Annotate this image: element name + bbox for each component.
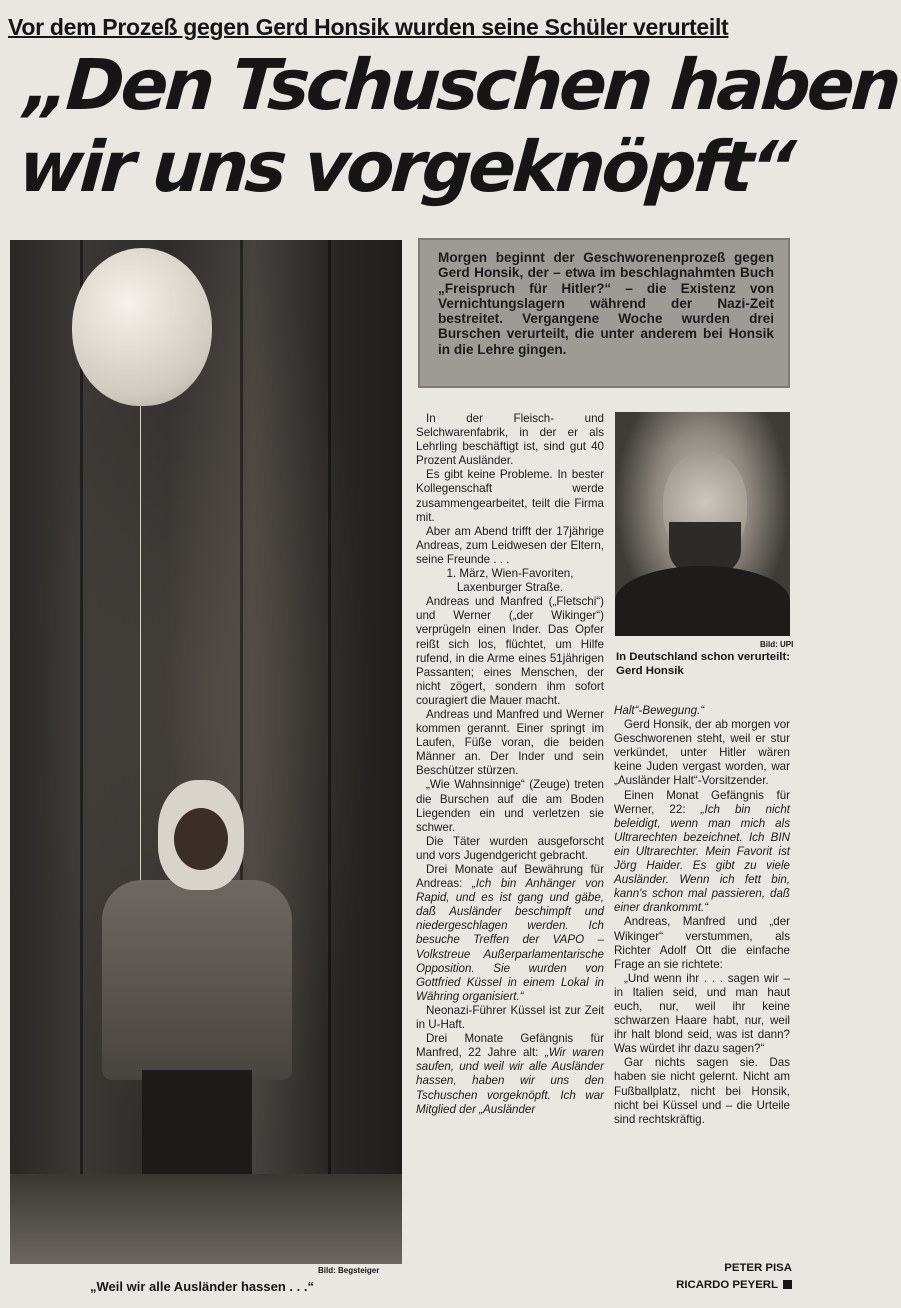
article-column-middle: [416, 412, 604, 1117]
paragraph: Andreas, Manfred und „der Wikinger“ verstummen, als Richter Adolf Ott die einfache Frage an sie richtete:: [614, 915, 790, 971]
end-mark-icon: [783, 1280, 792, 1289]
photo-credit-right: Bild: UPI: [760, 640, 794, 649]
byline-author-1: PETER PISA: [724, 1262, 792, 1274]
paragraph: In der Fleisch- und Selchwarenfabrik, in der er als Lehrling beschäftigt ist, sind gut 40 Prozent Ausländer.: [416, 412, 604, 468]
byline-author-2: RICARDO PEYERL: [640, 1279, 792, 1291]
paragraph: Es gibt keine Probleme. In bester Kollegenschaft werde zusammengearbeitet, teilt die Firma mit.: [416, 468, 604, 524]
photo-caption-left: „Weil wir alle Ausländer hassen . . .“: [90, 1279, 314, 1294]
quote: „Ich bin nicht beleidigt, wenn man mich als Ultrarechten bezeichnet. Ich BIN ein Ultrarechter. Mein Favorit ist Jörg Haider. Es gibt zu viele Ausländer. Wenn ich fett bin, kann's schon mal passieren, daß einer drankommt.“: [614, 802, 790, 915]
paragraph: Andreas und Manfred und Werner kommen gerannt. Einer springt im Laufen, Füße voran, die beiden Männer an. Der Inder und sein Beschützer stürzen.: [416, 707, 604, 778]
paragraph: Halt“-Bewegung.“: [614, 704, 705, 717]
photo-caption-right: In Deutschland schon verurteilt: Gerd Honsik: [616, 651, 791, 677]
paragraph: Neonazi-Führer Küssel ist zur Zeit in U-Haft.: [416, 1003, 604, 1032]
paragraph: Aber am Abend trifft der 17jährige Andreas, zum Leidwesen der Eltern, seine Freunde . . .: [416, 524, 604, 566]
paragraph: Einen Monat Gefängnis für Werner, 22: „Ich bin nicht beleidigt, wenn man mich als Ultrarechten bezeichnet. Ich BIN ein Ultrarechter. Mein Favorit ist Jörg Haider. Es gibt zu viele Ausländer. Wenn ich fett bin, kann's schon mal passieren, daß einer drankommt.“: [614, 788, 790, 915]
paragraph: „Und wenn ihr . . . sagen wir – in Italien seid, und man haut euch, nur, weil ihr keine schwarzen Haare habt, nur, weil ihr halt blond seid, was ist dann? Was würdet ihr dazu sagen?“: [614, 971, 790, 1056]
paragraph: Drei Monate Gefängnis für Manfred, 22 Jahre alt: „Wir waren saufen, und weil wir alle Ausländer hassen, haben wir uns den Tschuschen vorgeknöpft. Ich war Mitglied der „Ausländer: [416, 1032, 605, 1116]
child-with-balloon-photo: [10, 240, 402, 1264]
photo-credit-left: Bild: Begsteiger: [318, 1266, 380, 1275]
paragraph: Andreas und Manfred („Fletschi“) und Werner („der Wikinger“) verprügeln einen Inder. Das Opfer reißt sich los, flüchtet, um Hilfe rufend, in die Arme eines 51jährigen Passanten; eines Menschen, der nicht zögert, sondern ihm sofort couragiert die Mauer macht.: [416, 595, 604, 707]
gerd-honsik-portrait: [615, 412, 790, 636]
headline-line-2: wir uns vorgeknöpft“: [16, 126, 795, 208]
quote: „Wir waren saufen, und weil wir alle Ausländer hassen, haben wir uns den Tschuschen vorgeknöpft. Ich war Mitglied der „Ausländer: [416, 1046, 605, 1116]
paragraph: Die Täter wurden ausgeforscht und vors Jugendgericht gebracht.: [416, 834, 604, 862]
paragraph: „Wie Wahnsinnige“ (Zeuge) treten die Burschen auf die am Boden Liegenden ein und verletzen sie schwer.: [416, 778, 604, 834]
quote: „Ich bin Anhänger von Rapid, und es ist gang und gäbe, daß Ausländer beschimpft und niedergeschlagen werden. Ich besuche Treffen der VAPO – Volkstreue Außerparlamentarische Opposition. Sie wurden von Gottfried Küssel in einem Lokal in Währing organisiert.“: [416, 877, 604, 1003]
headline: [16, 44, 901, 208]
paragraph: Drei Monate auf Bewährung für Andreas: „Ich bin Anhänger von Rapid, und es ist gang und gäbe, daß Ausländer beschimpft und niedergeschlagen werden. Ich besuche Treffen der VAPO – Volkstreue Außerparlamentarische Opposition. Sie wurden von Gottfried Küssel in einem Lokal in Währing organisiert.“: [416, 863, 604, 1003]
paragraph: Gar nichts sagen sie. Das haben sie nicht gelernt. Nicht am Fußballplatz, nicht bei Honsik, nicht bei Küssel und – die Urteile sind rechtskräftig.: [614, 1056, 790, 1126]
kicker-line: Vor dem Prozeß gegen Gerd Honsik wurden seine Schüler verurteilt: [8, 14, 729, 40]
article-column-right: [614, 704, 790, 1127]
paragraph: 1. März, Wien-Favoriten, Laxenburger Straße.: [446, 567, 574, 595]
paragraph: Gerd Honsik, der ab morgen vor Geschworenen steht, weil er stur verkündet, unter Hitler wären keine Juden vergast worden, war „Ausländer Halt“-Vorsitzender.: [614, 718, 790, 788]
lead-box: [418, 238, 790, 388]
lead-text: Morgen beginnt der Geschworenenprozeß gegen Gerd Honsik, der – etwa im beschlagnahmten Buch „Freispruch für Hitler?“ – die Existenz von Vernichtungslagern während der Nazi-Zeit bestreitet. Vergangene Woche wurden drei Burschen verurteilt, die unter anderem bei Honsik in die Lehre gingen.: [438, 250, 774, 357]
balloon-image: [72, 248, 212, 406]
headline-line-1: „Den Tschuschen haben: [22, 44, 901, 126]
